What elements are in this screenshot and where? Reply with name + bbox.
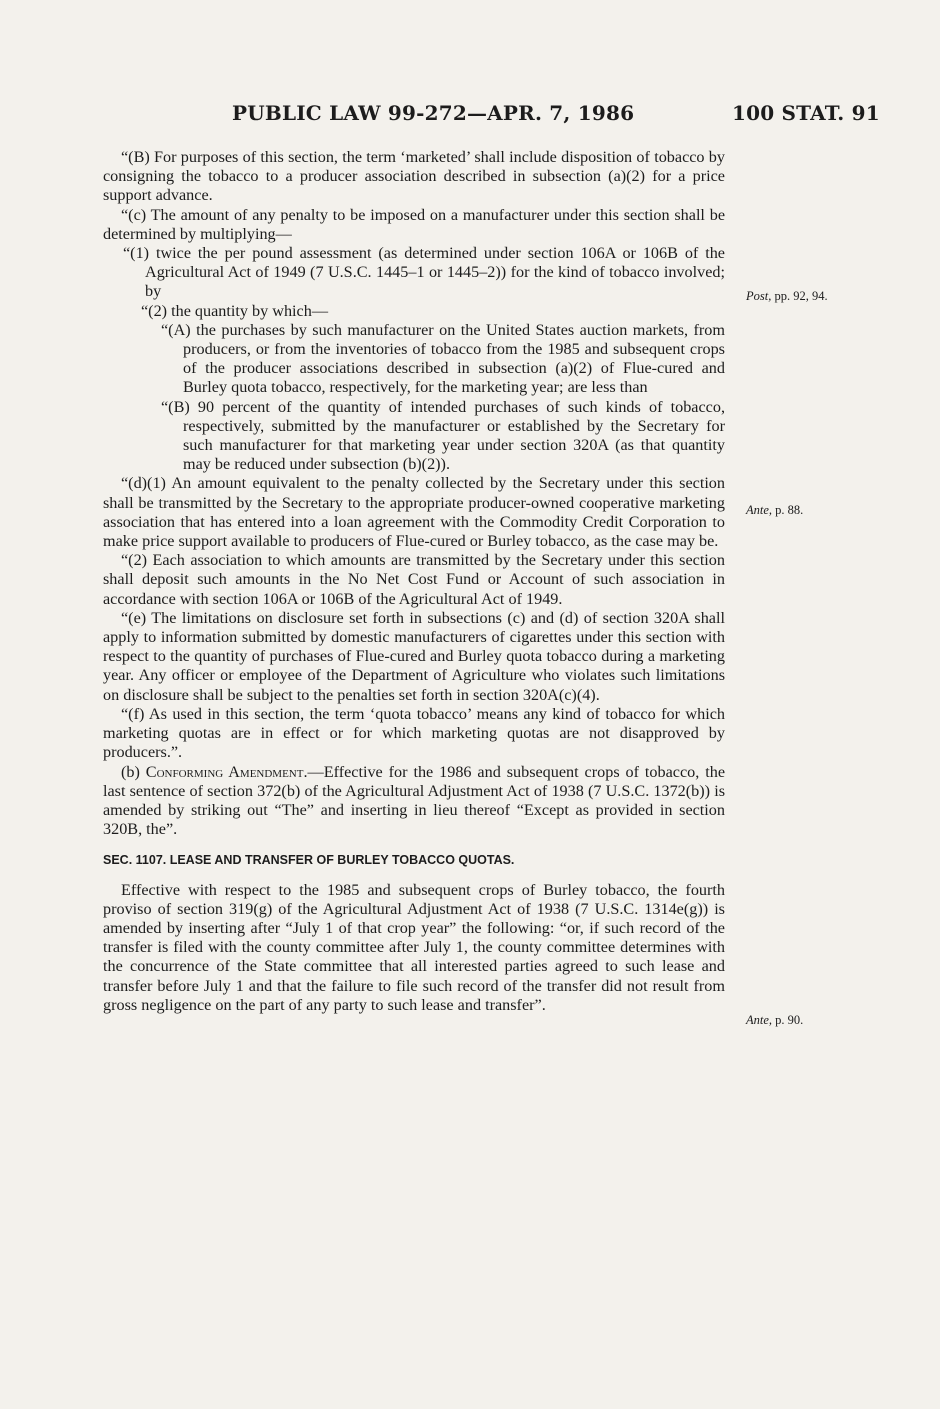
- margin-note-ref: p. 90.: [772, 1013, 804, 1027]
- paragraph-conforming-caps: Conforming Amendment.: [145, 762, 308, 781]
- paragraph-e: “(e) The limitations on disclosure set forth in subsections (c) and (d) of section 320A shall apply to information submitted by domestic manufacturers of cigarettes under this section with respect to the quantity of purchases of Flue-cured and Burley quota tobacco during a marketing year. Any officer or employee of the Department of Agriculture who violates such limitations on disclosure shall be subject to the penalties set forth in section 320A(c)(4).: [103, 608, 725, 704]
- paragraph-c2b: “(B) 90 percent of the quantity of intended purchases of such kinds of tobacco, respectively, submitted by the manufacturer or established by the Secretary for such manufacturer for that marketing year under section 320A (as that quantity may be reduced under subsection (b)(2)).: [161, 397, 725, 474]
- paragraph-d1: “(d)(1) An amount equivalent to the penalty collected by the Secretary under this section shall be transmitted by the Secretary to the appropriate producer-owned cooperative marketing association that has entered into a loan agreement with the Commodity Credit Corporation to make price support available to producers of Flue-cured or Burley tobacco, as the case may be.: [103, 474, 725, 551]
- paragraph-conforming-body: —Effective for the 1986 and subsequent crops of tobacco, the last sentence of section 372(b) of the Agricultural Adjustment Act of 1938 (7 U.S.C. 1372(b)) is amended by striking out “The” and inserting in lieu thereof “Except as provided in section 320B, the”.: [103, 762, 726, 839]
- paragraph-sec-1107: Effective with respect to the 1985 and subsequent crops of Burley tobacco, the fourth proviso of section 319(g) of the Agricultural Adjustment Act of 1938 (7 U.S.C. 1314e(g)) is amended by inserting after “July 1 of that crop year” the following: “or, if such record of the transfer is filed with the county committee after July 1, the county committee determines with the concurrence of the State committee that all interested parties agreed to such lease and transfer before July 1 and that the failure to file such record of the transfer did not result from gross negligence on the part of any party to such lease and transfer”.: [103, 880, 725, 1014]
- paragraph-c1: “(1) twice the per pound assessment (as determined under section 106A or 106B of the Agricultural Act of 1949 (7 U.S.C. 1445–1 or 1445–2)) for the kind of tobacco involved; by: [123, 244, 725, 301]
- margin-note-label: Post,: [746, 289, 772, 303]
- paragraph-c2a: “(A) the purchases by such manufacturer on the United States auction markets, from producers, or from the inventories of tobacco from the 1985 and subsequent crops of the producer associations described in subsection (a)(2) of Flue-cured and Burley quota tobacco, respectively, for the marketing year; are less than: [161, 320, 725, 397]
- margin-note-label: Ante,: [746, 1013, 773, 1027]
- paragraph-c-penalty: “(c) The amount of any penalty to be imposed on a manufacturer under this section shall be determined by multiplying—: [103, 205, 725, 243]
- margin-note-ante-88: [746, 503, 803, 518]
- paragraph-f: “(f) As used in this section, the term ‘quota tobacco’ means any kind of tobacco for which marketing quotas are in effect or for which marketing quotas are not disapproved by producers.”.: [103, 704, 725, 762]
- margin-note-ref: p. 88.: [772, 503, 804, 517]
- body-text: [103, 148, 725, 1015]
- paragraph-conforming-lead: (b): [121, 762, 146, 781]
- margin-note-post: [746, 289, 828, 304]
- margin-note-ante-90: [746, 1013, 803, 1028]
- margin-note-ref: pp. 92, 94.: [771, 289, 828, 303]
- running-head-stat-page: 100 STAT. 91: [732, 101, 880, 125]
- paragraph-d2: “(2) Each association to which amounts are transmitted by the Secretary under this section shall deposit such amounts in the No Net Cost Fund or Account of such association in accordance with section 106A or 106B of the Agricultural Act of 1949.: [103, 551, 725, 608]
- paragraph-c2: “(2) the quantity by which—: [141, 301, 329, 320]
- margin-note-label: Ante,: [746, 503, 773, 517]
- paragraph-b-marketed: “(B) For purposes of this section, the term ‘marketed’ shall include disposition of tobacco by consigning the tobacco to a producer association described in subsection (a)(2) for a price support advance.: [103, 148, 725, 205]
- section-heading: SEC. 1107. LEASE AND TRANSFER OF BURLEY TOBACCO QUOTAS.: [103, 853, 515, 868]
- paragraph-conforming-amendment: [103, 763, 725, 840]
- running-head-title: PUBLIC LAW 99-272—APR. 7, 1986: [232, 101, 635, 125]
